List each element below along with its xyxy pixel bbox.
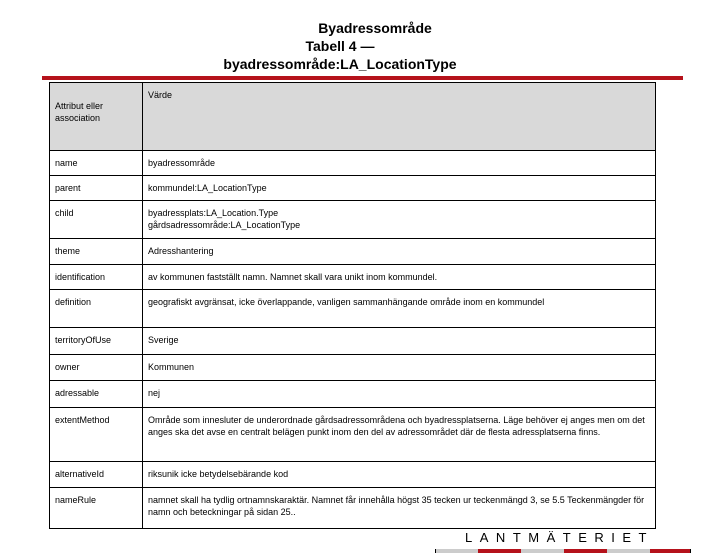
- table-header-row: [50, 83, 656, 151]
- row-value-cell: [143, 328, 656, 355]
- row-value: geografiskt avgränsat, icke överlappande, vanligen sammanhängande område inom en kommundel: [148, 297, 545, 307]
- table-row: [50, 151, 656, 176]
- row-value-cell: [143, 176, 656, 201]
- doc-title: Byadressområde: [318, 20, 432, 36]
- row-attr: territoryOfUse: [50, 328, 143, 355]
- table-row: [50, 408, 656, 462]
- row-attr: definition: [50, 290, 143, 328]
- footer: [49, 529, 690, 555]
- row-value: riksunik icke betydelsebärande kod: [148, 469, 289, 479]
- row-value-cell: [143, 290, 656, 328]
- table-row: [50, 239, 656, 265]
- row-value-cell: [143, 488, 656, 529]
- footer-strip: [607, 549, 650, 553]
- row-value-cell: [143, 381, 656, 408]
- row-value: namnet skall ha tydlig ortnamnskaraktär. Namnet får innehålla högst 35 tecken ur teckenmängd 3, se 5.5 Teckenmängder för namn och beteckningar på sidan 25..: [148, 495, 645, 517]
- row-value-cell: [143, 151, 656, 176]
- table-row: [50, 381, 656, 408]
- table-row: [50, 265, 656, 290]
- row-value-cell: [143, 265, 656, 290]
- table-row: [50, 176, 656, 201]
- row-value-cell: [143, 201, 656, 239]
- row-attr: extentMethod: [50, 408, 143, 462]
- footer-strip: [564, 549, 607, 553]
- table-row: [50, 355, 656, 381]
- header-attr: Attribut eller association: [50, 83, 143, 151]
- table-row: [50, 328, 656, 355]
- table-row: [50, 488, 656, 529]
- row-attr: nameRule: [50, 488, 143, 529]
- row-value: byadressplats:LA_Location.Type: [148, 208, 279, 218]
- row-value-cell: [143, 408, 656, 462]
- row-attr: name: [50, 151, 143, 176]
- table-caption-type: byadressområde:LA_LocationType: [223, 56, 457, 72]
- red-divider: [42, 76, 683, 80]
- content: [49, 82, 690, 555]
- row-value: byadressområde: [148, 158, 216, 168]
- row-value: Område som innesluter de underordnade gårdsadressområdena och byadressplatserna. Läge behöver ej anges men om det anges ska det avse en centralt belägen punkt inom den del av adressområdet där de flesta adressplatserna finns.: [148, 415, 645, 437]
- row-attr: child: [50, 201, 143, 239]
- footer-strip: [435, 549, 479, 553]
- row-value: Adresshantering: [148, 246, 214, 256]
- row-value: Sverige: [148, 335, 179, 345]
- lantmateriet-logo: LANTMÄTERIET: [465, 530, 654, 545]
- row-value-cell: [143, 462, 656, 488]
- row-attr: theme: [50, 239, 143, 265]
- row-value: Kommunen: [148, 362, 195, 372]
- row-attr: parent: [50, 176, 143, 201]
- row-attr: identification: [50, 265, 143, 290]
- row-value: nej: [148, 388, 161, 398]
- table-caption: Tabell 4 —: [305, 38, 375, 54]
- table-row: [50, 290, 656, 328]
- header-value: Värde: [143, 83, 656, 151]
- attribute-table: [49, 82, 656, 529]
- row-value-cell: [143, 239, 656, 265]
- table-row: [50, 462, 656, 488]
- row-attr: adressable: [50, 381, 143, 408]
- row-attr: alternativeId: [50, 462, 143, 488]
- table-row: [50, 201, 656, 239]
- row-value: kommundel:LA_LocationType: [148, 183, 267, 193]
- row-value-cell: [143, 355, 656, 381]
- row-value-2: gårdsadressområde:LA_LocationType: [148, 220, 301, 230]
- footer-strip: [478, 549, 521, 553]
- row-attr: owner: [50, 355, 143, 381]
- footer-strip: [650, 549, 691, 553]
- footer-strip: [521, 549, 564, 553]
- row-value: av kommunen fastställt namn. Namnet skall vara unikt inom kommundel.: [148, 272, 438, 282]
